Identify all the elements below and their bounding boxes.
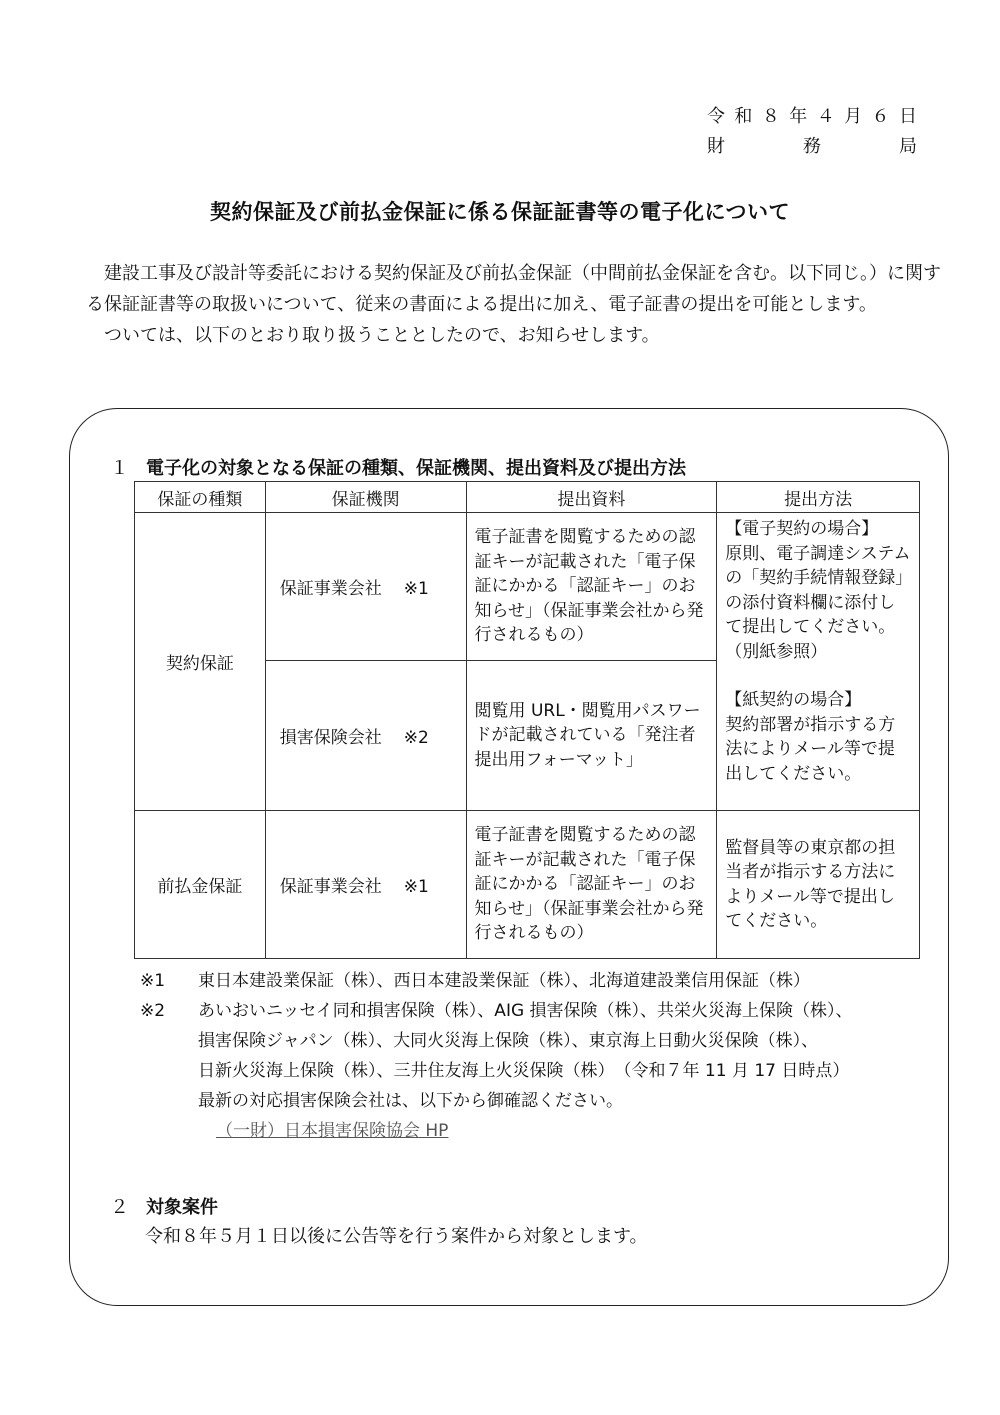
date-char: ６: [871, 106, 890, 127]
column-header: 提出資料: [466, 482, 717, 513]
note-text: 日新火災海上保険（株）、三井住友海上火災保険（株） （令和７年 11 月 17 日時点）: [198, 1061, 850, 1081]
office-line: [707, 132, 917, 162]
guarantee-type-cell: 契約保証: [135, 513, 266, 811]
intro-paragraph-1: 建設工事及び設計等委託における契約保証及び前払金保証（中間前払金保証を含む。以下同じ。）に関する保証証書等の取扱いについて、従来の書面による提出に加え、電子証書の提出を可能とします。: [86, 263, 941, 315]
office-char: 財: [707, 136, 725, 157]
institution-name: 保証事業会社: [279, 877, 382, 897]
date-office-block: [707, 102, 917, 162]
date-char: ４: [816, 106, 835, 127]
table-header-row: [135, 482, 920, 513]
institution-cell: [265, 513, 466, 661]
section-title: 電子化の対象となる保証の種類、保証機関、提出資料及び提出方法: [146, 458, 686, 479]
note-1: [140, 966, 940, 996]
table-row: [135, 811, 920, 959]
note-2: [140, 996, 940, 1026]
note-text: 東日本建設業保証（株）、西日本建設業保証（株）、北海道建設業信用保証（株）: [198, 971, 810, 991]
section-title: 対象案件: [146, 1197, 218, 1218]
section-2-body: 令和８年５月１日以後に公告等を行う案件から対象とします。: [145, 1226, 648, 1247]
institution-name: 損害保険会社: [279, 728, 382, 748]
note-text: 最新の対応損害保険会社は、以下から御確認ください。: [198, 1091, 623, 1111]
office-char: 務: [803, 136, 821, 157]
document-title: 契約保証及び前払金保証に係る保証証書等の電子化について: [209, 200, 791, 224]
method-text: 契約部署が指示する方法によりメール等で提出してください。: [725, 714, 896, 784]
date-char: ８: [761, 106, 780, 127]
note-text: あいおいニッセイ同和損害保険（株）、AIG 損害保険（株）、共栄火災海上保険（株）、: [198, 1001, 853, 1021]
date-char: 月: [844, 106, 863, 127]
documents-cell: 電子証書を閲覧するための認証キーが記載された「電子保証にかかる「認証キー」のお知らせ」（保証事業会社から発行されるもの）: [466, 811, 717, 959]
section-1-heading: [110, 453, 686, 480]
method-heading: 【電子契約の場合】: [725, 519, 879, 539]
note-mark: ※2: [140, 1001, 166, 1021]
method-cell: 監督員等の東京都の担当者が指示する方法によりメール等で提出してください。: [717, 811, 920, 959]
institution-cell: [265, 811, 466, 959]
date-char: 令: [707, 106, 725, 127]
method-text: 原則、電子調達システムの「契約手続情報登録」の添付資料欄に添付して提出してください。（別紙参照）: [725, 543, 911, 662]
note-mark: ※1: [140, 971, 166, 991]
method-cell: [717, 513, 920, 811]
note-mark: ※1: [403, 877, 429, 897]
institution-name: 保証事業会社: [279, 579, 382, 599]
documents-cell: 閲覧用 URL・閲覧用パスワードが記載されている「発注者提出用フォーマット」: [466, 661, 717, 811]
section-2-heading: [110, 1192, 218, 1219]
date-char: 和: [734, 106, 753, 127]
documents-cell: 電子証書を閲覧するための認証キーが記載された「電子保証にかかる「認証キー」のお知らせ」（保証事業会社から発行されるもの）: [466, 513, 717, 661]
guarantee-table: [134, 481, 920, 959]
date-char: 日: [898, 106, 917, 127]
intro-paragraph-2: ついては、以下のとおり取り扱うこととしたので、お知らせします。: [104, 325, 660, 346]
date-char: 年: [789, 106, 808, 127]
column-header: 提出方法: [717, 482, 920, 513]
method-heading: 【紙契約の場合】: [725, 690, 862, 710]
insurance-association-link[interactable]: （一財）日本損害保険協会 HP: [216, 1121, 449, 1141]
note-mark: ※1: [403, 579, 429, 599]
note-text: 損害保険ジャパン（株）、大同火災海上保険（株）、東京海上日動火災保険（株）、: [198, 1031, 819, 1051]
table-row: [135, 513, 920, 661]
guarantee-type-cell: 前払金保証: [135, 811, 266, 959]
section-number: １: [110, 457, 130, 479]
note-mark: ※2: [403, 728, 429, 748]
office-char: 局: [899, 136, 917, 157]
link-row: [140, 1116, 940, 1146]
notes-block: [140, 966, 940, 1146]
intro-text: [86, 258, 946, 351]
date-line: [707, 102, 917, 132]
institution-cell: [265, 661, 466, 811]
column-header: 保証の種類: [135, 482, 266, 513]
section-number: ２: [110, 1196, 130, 1218]
column-header: 保証機関: [265, 482, 466, 513]
